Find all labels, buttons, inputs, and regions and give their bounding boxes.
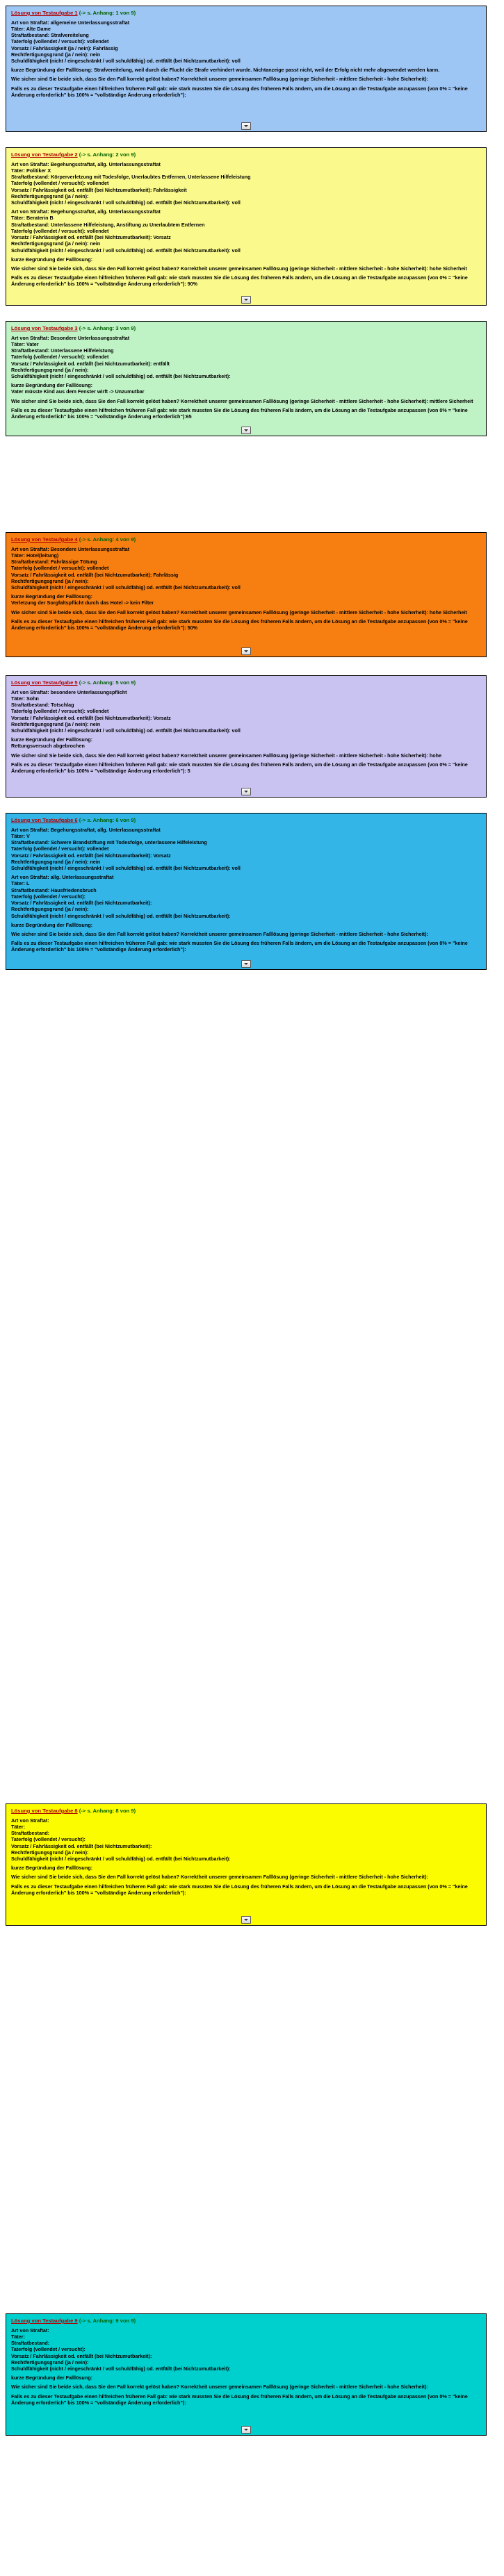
card-line: Vorsatz / Fahrlässigkeit od. entfällt (bei Nichtzumutbarkeit): Vorsatz [11, 714, 171, 721]
card-subtitle: (-> s. Anhang: 5 von 9) [79, 679, 136, 686]
card-block [11, 398, 481, 404]
solution-card [6, 2313, 487, 2436]
card-line: Täter: Hotel(leitung) [11, 552, 59, 559]
card-line: Vorsatz / Fahrlässigkeit od. entfällt (bei Nichtzumutbarkeit): Vorsatz [11, 852, 171, 859]
card-line: Straftatbestand: Schwere Brandstiftung mit Todesfolge, unterlassene Hilfeleistung [11, 839, 207, 846]
card-line: Rechtfertigungsgrund (ja / nein): [11, 577, 89, 584]
card-subtitle: (-> s. Anhang: 3 von 9) [79, 325, 136, 331]
card-title: Lösung von Testaufgabe 5 [11, 679, 78, 686]
card-title: Lösung von Testaufgabe 1 [11, 10, 78, 16]
card-line: Schuldfähigkeit (nicht / eingeschränkt / voll schuldfähig) od. entfällt (bei Nichtzumutbarkeit): voll [11, 58, 241, 65]
card-line: Straftatbestand: [11, 1830, 50, 1837]
card-line: Taterfolg (vollendet / versucht): vollendet [11, 227, 109, 234]
card-line: Taterfolg (vollendet / versucht): vollendet [11, 38, 109, 45]
card-header [11, 151, 481, 158]
card-header [11, 536, 481, 543]
card-line: Taterfolg (vollendet / versucht): vollendet [11, 354, 109, 361]
solution-card [6, 1803, 487, 1926]
card-line: Straftatbestand: Unterlassene Hilfeleistung [11, 347, 114, 354]
card-title: Lösung von Testaufgabe 6 [11, 817, 78, 823]
card-line: Straftatbestand: Totschlag [11, 702, 74, 709]
card-block [11, 407, 481, 420]
card-line: Schuldfähigkeit (nicht / eingeschränkt / voll schuldfähig) od. entfällt (bei Nichtzumutbarkeit): voll [11, 584, 241, 591]
card-line: Schuldfähigkeit (nicht / eingeschränkt / voll schuldfähig) od. entfällt (bei Nichtzumutbarkeit): voll [11, 199, 241, 206]
card-header [11, 1808, 481, 1815]
card-header [11, 817, 481, 824]
card-line: Falls es zu dieser Testaufgabe einen hilfreichen früheren Fall gab: wie stark mussten Sie die Lösung des früheren Falls ändern, um die Lösung an die Testaufgabe anzupassen (von 0% = "keine Änderung erforderlich" bis 100% = "vollständige Änderung erforderlich"):65 [11, 406, 468, 420]
card-block [11, 922, 481, 928]
card-subtitle: (-> s. Anhang: 4 von 9) [79, 536, 136, 543]
card-block [11, 2375, 481, 2381]
card-line: Art von Straftat: Besondere Unterlassungsstraftat [11, 545, 130, 552]
card-line: Taterfolg (vollendet / versucht): vollendet [11, 180, 109, 187]
card-block [11, 274, 481, 287]
card-line: Wie sicher sind Sie beide sich, dass Sie den Fall korrekt gelöst haben? Korrektheit unserer gemeinsamen Falllösung (geringe Sicherheit - mittlere Sicherheit - hohe Sicherheit): hohe [11, 752, 442, 759]
card-line: Falls es zu dieser Testaufgabe einen hilfreichen früheren Fall gab: wie stark mussten Sie die Lösung des früheren Falls ändern, um die Lösung an die Testaufgabe anzupassen (von 0% = "keine Änderung erforderlich" bis 100% = "vollständige Änderung erforderlich"): 90% [11, 274, 468, 288]
card-line: Täter: L [11, 880, 30, 887]
card-line: Rechtfertigungsgrund (ja / nein): [11, 2359, 89, 2366]
card-line: Falls es zu dieser Testaufgabe einen hilfreichen früheren Fall gab: wie stark mussten Sie die Lösung des früheren Falls ändern, um die Lösung an die Testaufgabe anzupassen (von 0% = "keine Änderung erforderlich" bis 100% = "vollständige Änderung erforderlich"): [11, 940, 468, 953]
card-block [11, 1874, 481, 1880]
card-line: Schuldfähigkeit (nicht / eingeschränkt / voll schuldfähig) od. entfällt (bei Nichtzumutbarkeit): [11, 373, 231, 380]
card-block [11, 67, 481, 73]
card-line: Wie sicher sind Sie beide sich, dass Sie den Fall korrekt gelöst haben? Korrektheit unserer gemeinsamen Falllösung (geringe Sicherheit - mittlere Sicherheit - hohe Sicherheit): [11, 2384, 428, 2391]
scroll-down-button[interactable] [241, 960, 251, 968]
card-line: Straftatbestand: Körperverletzung mit Todesfolge, Unerlaubtes Entfernen, Unterlassene Hilfeleistung [11, 174, 251, 181]
card-line: Art von Straftat: Begehungsstraftat, allg. Unterlassungsstraftat [11, 826, 161, 833]
card-line: Schuldfähigkeit (nicht / eingeschränkt / voll schuldfähig) od. entfällt (bei Nichtzumutbarkeit): [11, 1856, 231, 1863]
card-line: Vorsatz / Fahrlässigkeit od. entfällt (bei Nichtzumutbarkeit): [11, 900, 152, 907]
card-block [11, 161, 481, 206]
card-line: Schuldfähigkeit (nicht / eingeschränkt / voll schuldfähig) od. entfällt (bei Nichtzumutbarkeit): voll [11, 865, 241, 872]
card-line: Täter: [11, 1823, 25, 1830]
card-block [11, 931, 481, 937]
scroll-down-button[interactable] [241, 122, 251, 130]
card-line: kurze Begründung der Falllösung: [11, 2375, 93, 2381]
solution-card [6, 813, 487, 970]
card-block [11, 208, 481, 254]
card-header [11, 10, 481, 17]
card-line: Taterfolg (vollendet / versucht): vollendet [11, 708, 109, 715]
card-subtitle: (-> s. Anhang: 6 von 9) [79, 817, 136, 823]
card-block [11, 2327, 481, 2372]
card-block [11, 689, 481, 734]
card-header [11, 679, 481, 686]
card-block [11, 618, 481, 631]
card-line: Taterfolg (vollendet / versucht): [11, 893, 86, 900]
solution-card [6, 6, 487, 132]
scroll-down-button[interactable] [241, 1916, 251, 1924]
card-line: Vorsatz / Fahrlässigkeit od. entfällt (bei Nichtzumutbarkeit): Fahrlässig [11, 571, 179, 578]
card-line: Rechtfertigungsgrund (ja / nein): nein [11, 858, 101, 865]
card-line: Rechtfertigungsgrund (ja / nein): nein [11, 240, 101, 247]
card-line: kurze Begründung der Falllösung: [11, 382, 93, 389]
card-block [11, 19, 481, 65]
card-line: Vorsatz / Fahrlässigkeit od. entfällt (bei Nichtzumutbarkeit): entfällt [11, 360, 170, 367]
card-line: Wie sicher sind Sie beide sich, dass Sie den Fall korrekt gelöst haben? Korrektheit unserer gemeinsamen Falllösung (geringe Sicherheit - mittlere Sicherheit - hohe Sicherheit): hohe Sicherheit [11, 265, 467, 272]
card-line: Straftatbestand: [11, 2340, 50, 2347]
card-block [11, 382, 481, 395]
card-line: Art von Straftat: Begehungsstraftat, allg. Unterlassungsstraftat [11, 160, 161, 167]
card-block [11, 874, 481, 919]
card-line: Straftatbestand: Hausfriedensbruch [11, 886, 97, 893]
scroll-down-button[interactable] [241, 296, 251, 304]
card-subtitle: (-> s. Anhang: 2 von 9) [79, 151, 136, 158]
card-block [11, 265, 481, 272]
card-title: Lösung von Testaufgabe 3 [11, 325, 78, 331]
solution-card [6, 147, 487, 306]
card-line: Rechtfertigungsgrund (ja / nein): [11, 366, 89, 373]
card-line: Täter: [11, 2333, 25, 2340]
scroll-down-button[interactable] [241, 427, 251, 434]
card-line: Straftatbestand: Unterlassene Hilfeleistung, Anstiftung zu Unerlaubtem Entfernen [11, 221, 205, 228]
card-line: Wie sicher sind Sie beide sich, dass Sie den Fall korrekt gelöst haben? Korrektheit unserer gemeinsamen Falllösung (geringe Sicherheit - mittlere Sicherheit - hohe Sicherheit): [11, 76, 428, 83]
card-line: Straftatbestand: Fahrlässige Tötung [11, 559, 97, 565]
card-line: kurze Begründung der Falllösung: Strafvereitelung, weil durch die Flucht die Strafe verhindert wurde. Nichtanzeige passt nicht, weil der Erfolg nicht mehr abgewendet werden kann. [11, 67, 440, 74]
card-line: Falls es zu dieser Testaufgabe einen hilfreichen früheren Fall gab: wie stark mussten Sie die Lösung des früheren Falls ändern, um die Lösung an die Testaufgabe anzupassen (von 0% = "keine Änderung erforderlich" bis 100% = "vollständige Änderung erforderlich"): 5 [11, 761, 468, 775]
card-block [11, 335, 481, 380]
card-block [11, 546, 481, 591]
card-line: Falls es zu dieser Testaufgabe einen hilfreichen früheren Fall gab: wie stark mussten Sie die Lösung des früheren Falls ändern, um die Lösung an die Testaufgabe anzupassen (von 0% = "keine Änderung erforderlich" bis 100% = "vollständige Änderung erforderlich"): 50% [11, 618, 468, 631]
card-line: Schuldfähigkeit (nicht / eingeschränkt / voll schuldfähig) od. entfällt (bei Nichtzumutbarkeit): voll [11, 247, 241, 254]
card-line: Verletzung der Sorgfaltspflicht durch das Hotel -> kein Filter [11, 600, 154, 606]
card-block [11, 76, 481, 82]
card-line: Täter: V [11, 832, 30, 839]
card-line: Täter: Politiker X [11, 167, 51, 174]
card-line: Taterfolg (vollendet / versucht): [11, 2346, 86, 2353]
card-subtitle: (-> s. Anhang: 1 von 9) [79, 10, 136, 16]
card-line: Vorsatz / Fahrlässigkeit od. entfällt (bei Nichtzumutbarkeit): Vorsatz [11, 234, 171, 241]
card-block [11, 761, 481, 774]
solution-card [6, 675, 487, 798]
card-line: Vorsatz / Fahrlässigkeit od. entfällt (bei Nichtzumutbarkeit): [11, 2352, 152, 2359]
card-line: Taterfolg (vollendet / versucht): vollendet [11, 565, 109, 572]
card-subtitle: (-> s. Anhang: 8 von 9) [79, 1808, 136, 1814]
card-line: Art von Straftat: [11, 2327, 49, 2334]
card-line: Täter: Sohn [11, 695, 39, 702]
card-line: Vorsatz / Fahrlässigkeit od. entfällt (bei Nichtzumutbarkeit): [11, 1842, 152, 1849]
card-line: Taterfolg (vollendet / versucht): vollendet [11, 845, 109, 852]
card-block [11, 85, 481, 98]
solution-card [6, 532, 487, 657]
card-line: kurze Begründung der Falllösung: [11, 1865, 93, 1872]
card-line: Wie sicher sind Sie beide sich, dass Sie den Fall korrekt gelöst haben? Korrektheit unserer gemeinsamen Falllösung (geringe Sicherheit - mittlere Sicherheit - hohe Sicherheit): mittlere Sicherheit [11, 397, 473, 404]
card-line: kurze Begründung der Falllösung: [11, 736, 93, 743]
scroll-down-button[interactable] [241, 2426, 251, 2434]
card-block [11, 736, 481, 749]
card-line: Rechtfertigungsgrund (ja / nein): nein [11, 51, 101, 58]
card-block [11, 1865, 481, 1871]
card-line: Wie sicher sind Sie beide sich, dass Sie den Fall korrekt gelöst haben? Korrektheit unserer gemeinsamen Falllösung (geringe Sicherheit - mittlere Sicherheit - hohe Sicherheit): [11, 931, 428, 937]
card-block [11, 1817, 481, 1863]
card-line: Vorsatz / Fahrlässigkeit (ja / nein): Fahrlässig [11, 44, 118, 51]
card-line: Vater müsste Kind aus dem Fenster wirft -> Unzumutbar [11, 388, 145, 395]
card-line: Schuldfähigkeit (nicht / eingeschränkt / voll schuldfähig) od. entfällt (bei Nichtzumutbarkeit): [11, 912, 231, 919]
card-block [11, 256, 481, 263]
card-block [11, 593, 481, 606]
card-line: Schuldfähigkeit (nicht / eingeschränkt / voll schuldfähig) od. entfällt (bei Nichtzumutbarkeit): [11, 2366, 231, 2372]
card-line: kurze Begründung der Falllösung: [11, 593, 93, 600]
card-header [11, 2318, 481, 2325]
card-line: Täter: Alte Dame [11, 25, 51, 32]
card-line: Wie sicher sind Sie beide sich, dass Sie den Fall korrekt gelöst haben? Korrektheit unserer gemeinsamen Falllösung (geringe Sicherheit - mittlere Sicherheit - hohe Sicherheit): hohe Sicherheit [11, 609, 467, 616]
card-block [11, 2384, 481, 2390]
card-title: Lösung von Testaufgabe 2 [11, 151, 78, 158]
card-line: Vorsatz / Fahrlässigkeit od. entfällt (bei Nichtzumutbarkeit): Fahrlässigkeit [11, 186, 187, 193]
card-line: Rechtfertigungsgrund (ja / nein): nein [11, 720, 101, 727]
card-title: Lösung von Testaufgabe 8 [11, 1808, 78, 1814]
card-line: Schuldfähigkeit (nicht / eingeschränkt / voll schuldfähig) od. entfällt (bei Nichtzumutbarkeit): voll [11, 727, 241, 734]
card-block [11, 827, 481, 872]
card-block [11, 752, 481, 759]
card-line: Rechtfertigungsgrund (ja / nein): [11, 1849, 89, 1856]
card-line: Art von Straftat: allgemeine Unterlassungsstraftat [11, 19, 130, 26]
card-title: Lösung von Testaufgabe 4 [11, 536, 78, 543]
card-subtitle: (-> s. Anhang: 9 von 9) [79, 2318, 136, 2324]
card-line: Täter: Beraterin B [11, 215, 54, 222]
card-title: Lösung von Testaufgabe 9 [11, 2318, 78, 2324]
card-line: Rechtfertigungsgrund (ja / nein): [11, 192, 89, 199]
card-line: Rechtfertigungsgrund (ja / nein): [11, 906, 89, 913]
solution-card [6, 321, 487, 436]
card-line: Rettungsversuch abgebrochen [11, 743, 85, 750]
card-line: Art von Straftat: Besondere Unterlassungsstraftat [11, 334, 130, 341]
card-header [11, 325, 481, 332]
card-line: Straftatbestand: Strafvereitelung [11, 32, 89, 39]
scroll-down-button[interactable] [241, 647, 251, 655]
scroll-down-button[interactable] [241, 788, 251, 795]
card-line: Taterfolg (vollendet / versucht): [11, 1836, 86, 1843]
card-line: Falls es zu dieser Testaufgabe einen hilfreichen früheren Fall gab: wie stark mussten Sie die Lösung des früheren Falls ändern, um die Lösung an die Testaufgabe anzupassen (von 0% = "keine Änderung erforderlich" bis 100% = "vollständige Änderung erforderlich"): [11, 2393, 468, 2406]
card-block [11, 1883, 481, 1896]
card-line: kurze Begründung der Falllösung: [11, 921, 93, 928]
card-line: Art von Straftat: Begehungsstraftat, allg. Unterlassungsstraftat [11, 208, 161, 215]
card-block [11, 609, 481, 616]
card-line: Falls es zu dieser Testaufgabe einen hilfreichen früheren Fall gab: wie stark mussten Sie die Lösung des früheren Falls ändern, um die Lösung an die Testaufgabe anzupassen (von 0% = "keine Änderung erforderlich" bis 100% = "vollständige Änderung erforderlich"): [11, 85, 468, 98]
card-line: Wie sicher sind Sie beide sich, dass Sie den Fall korrekt gelöst haben? Korrektheit unserer gemeinsamen Falllösung (geringe Sicherheit - mittlere Sicherheit - hohe Sicherheit): [11, 1874, 428, 1881]
card-block [11, 940, 481, 952]
card-line: Art von Straftat: allg. Unterlassungsstraftat [11, 874, 114, 881]
card-line: Art von Straftat: besondere Unterlassungspflicht [11, 688, 127, 695]
card-line: Täter: Vater [11, 340, 39, 347]
card-line: kurze Begründung der Falllösung: [11, 256, 93, 263]
card-line: Falls es zu dieser Testaufgabe einen hilfreichen früheren Fall gab: wie stark mussten Sie die Lösung des früheren Falls ändern, um die Lösung an die Testaufgabe anzupassen (von 0% = "keine Änderung erforderlich" bis 100% = "vollständige Änderung erforderlich"): [11, 1883, 468, 1896]
card-line: Art von Straftat: [11, 1817, 49, 1824]
card-block [11, 2393, 481, 2406]
